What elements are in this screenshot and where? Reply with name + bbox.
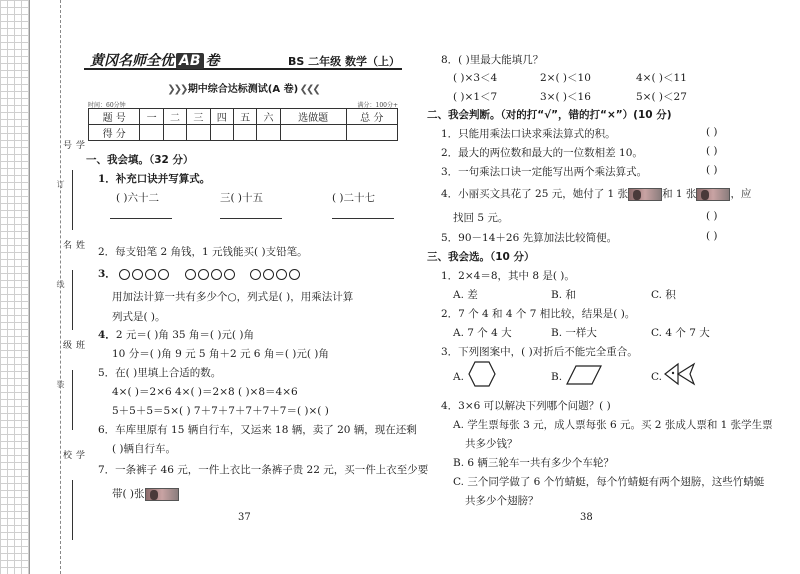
table-cell: 得 分 bbox=[89, 125, 140, 141]
choice-3[interactable]: 3．下列图案中，( )对折后不能完全重合。 bbox=[441, 346, 638, 358]
choice-option[interactable]: A. 差 bbox=[453, 289, 478, 301]
table-cell: 四 bbox=[210, 109, 233, 125]
choice-option[interactable]: C. 三个同学做了 6 个竹蜻蜓，每个竹蜻蜓有两个翅膀，这些竹蜻蜓 bbox=[453, 476, 765, 488]
table-cell: 总 分 bbox=[346, 109, 397, 125]
page-number: 37 bbox=[238, 512, 251, 523]
field-class-line bbox=[72, 370, 73, 430]
question-3-circles: 3． bbox=[98, 266, 302, 281]
judge-answer[interactable]: ( ) bbox=[706, 126, 718, 138]
time-limit: 时间：60分钟 bbox=[88, 102, 126, 109]
q8-item[interactable]: ( )×1＜7 bbox=[453, 91, 498, 103]
table-cell: 一 bbox=[140, 109, 163, 125]
table-cell: 五 bbox=[233, 109, 256, 125]
table-row bbox=[89, 109, 398, 125]
question-6-b[interactable]: ( )辆自行车。 bbox=[112, 443, 177, 455]
q8-item[interactable]: 3×( )＜16 bbox=[540, 91, 591, 103]
banknote-10-icon bbox=[696, 188, 730, 201]
section-heading: 三、我会选。（10 分） bbox=[427, 251, 535, 263]
table-cell: 选做题 bbox=[280, 109, 346, 125]
section-heading: 二、我会判断。（对的打“√”，错的打“×”）(10 分) bbox=[427, 109, 672, 121]
judge-5: 5．90－14＋26 先算加法比较简便。 bbox=[441, 232, 618, 244]
choice-option[interactable]: B. 6 辆三轮车一共有多少个车轮？ bbox=[453, 457, 614, 469]
total-score: 满分：100分+ bbox=[357, 102, 398, 109]
question-3-text-b[interactable]: 列式是( )。 bbox=[112, 311, 166, 323]
choice-option[interactable]: A. bbox=[453, 371, 464, 383]
field-student-id-line bbox=[72, 170, 73, 230]
question-2: 2．每支铅笔 2 角钱，1 元钱能买( )支铅笔。 bbox=[98, 246, 308, 258]
choice-option[interactable]: C. 4 个 7 大 bbox=[651, 327, 710, 339]
field-school-line bbox=[72, 480, 73, 540]
answer-line[interactable] bbox=[220, 210, 282, 222]
table-row bbox=[89, 125, 398, 141]
cut-mark: 订 bbox=[56, 180, 65, 188]
question-4-b[interactable]: 10 分＝( )角 9 元 5 角＋2 元 6 角＝( )元( )角 bbox=[112, 348, 329, 360]
q8-item[interactable]: 4×( )＜11 bbox=[636, 72, 687, 84]
header-bar bbox=[84, 50, 402, 70]
q8-item[interactable]: ( )×3＜4 bbox=[453, 72, 498, 84]
question-5: 5．在( )里填上合适的数。 bbox=[98, 367, 222, 379]
score-input[interactable] bbox=[233, 125, 256, 141]
score-input[interactable] bbox=[187, 125, 210, 141]
answer-line[interactable] bbox=[110, 210, 172, 222]
question-8: 8．( )里最大能填几？ bbox=[441, 54, 544, 66]
judge-1: 1．只能用乘法口诀求乘法算式的积。 bbox=[441, 128, 616, 140]
score-input[interactable] bbox=[346, 125, 397, 141]
parallelogram-shape bbox=[566, 365, 602, 385]
question-4-a[interactable]: 4．2 元＝( )角 35 角＝( )元( )角 bbox=[98, 329, 254, 341]
judge-answer[interactable]: ( ) bbox=[706, 164, 718, 176]
judge-answer[interactable]: ( ) bbox=[706, 145, 718, 157]
judge-answer[interactable]: ( ) bbox=[706, 230, 718, 242]
table-cell: 三 bbox=[187, 109, 210, 125]
choice-option[interactable]: C. 积 bbox=[651, 289, 676, 301]
choice-option[interactable]: B. 一样大 bbox=[551, 327, 597, 339]
hexagon-shape bbox=[468, 361, 496, 387]
field-name-label: 姓名 bbox=[61, 240, 84, 249]
question-5-a[interactable]: 4×( )＝2×6 4×( )＝2×8 ( )×8＝4×6 bbox=[112, 386, 298, 398]
question-1: 1．补充口诀并写算式。 bbox=[98, 173, 211, 185]
field-school-label: 学校 bbox=[61, 450, 84, 459]
brand-logo: 黄冈名师全优 AB 卷 bbox=[90, 53, 220, 69]
choice-option[interactable]: C. bbox=[651, 371, 662, 383]
subject-label: BS 二年级 数学（上） bbox=[288, 55, 400, 68]
choice-4[interactable]: 4．3×6 可以解决下列哪个问题？( ) bbox=[441, 400, 611, 412]
judge-4-b: 找回 5 元。 bbox=[453, 212, 509, 224]
choice-option[interactable]: A. 7 个 4 大 bbox=[453, 327, 512, 339]
q8-item[interactable]: 5×( )＜27 bbox=[636, 91, 687, 103]
score-input[interactable] bbox=[210, 125, 233, 141]
q1-item[interactable]: ( )二十七 bbox=[332, 192, 376, 204]
cut-mark: 线 bbox=[56, 280, 65, 288]
q8-item[interactable]: 2×( )＜10 bbox=[540, 72, 591, 84]
score-input[interactable] bbox=[280, 125, 346, 141]
field-class-label: 班级 bbox=[61, 340, 84, 349]
table-cell: 题 号 bbox=[89, 109, 140, 125]
judge-3: 3．一句乘法口诀一定能写出两个乘法算式。 bbox=[441, 166, 648, 178]
table-cell: 二 bbox=[163, 109, 186, 125]
question-7-b[interactable]: 带( )张 bbox=[112, 486, 179, 501]
q1-item[interactable]: 三( )十五 bbox=[220, 192, 264, 204]
choice-option-cont: 共多少钱？ bbox=[465, 438, 518, 450]
score-input[interactable] bbox=[257, 125, 280, 141]
fish-shape bbox=[664, 361, 696, 387]
field-student-id-label: 学号 bbox=[61, 140, 84, 149]
choice-option[interactable]: B. 和 bbox=[551, 289, 576, 301]
test-title: ❯❯❯ 期中综合达标测试(A 卷) ❮❮❮ bbox=[167, 84, 319, 95]
field-name-line bbox=[72, 270, 73, 330]
choice-2[interactable]: 2．7 个 4 和 4 个 7 相比较，结果是( )。 bbox=[441, 308, 636, 320]
question-3-text-a[interactable]: 用加法计算一共有多少个○，列式是( )，用乘法计算 bbox=[112, 291, 354, 303]
page-number: 38 bbox=[580, 512, 593, 523]
score-input[interactable] bbox=[163, 125, 186, 141]
grid-margin bbox=[0, 0, 30, 574]
table-cell: 六 bbox=[257, 109, 280, 125]
answer-line[interactable] bbox=[332, 210, 394, 222]
question-7-a: 7．一条裤子 46 元，一件上衣比一条裤子贵 22 元，买一件上衣至少要 bbox=[98, 464, 429, 476]
banknote-20-icon bbox=[628, 188, 662, 201]
score-input[interactable] bbox=[140, 125, 163, 141]
banknote-100-icon bbox=[145, 488, 179, 501]
judge-answer[interactable]: ( ) bbox=[706, 210, 718, 222]
q1-item[interactable]: ( )六十二 bbox=[116, 192, 160, 204]
cut-mark: 装 bbox=[56, 380, 65, 388]
choice-1[interactable]: 1．2×4＝8，其中 8 是( )。 bbox=[441, 270, 575, 282]
question-5-b[interactable]: 5＋5＋5＝5×( ) 7＋7＋7＋7＋7＋7＝( )×( ) bbox=[112, 405, 329, 417]
choice-option-cont: 共多少个翅膀？ bbox=[465, 495, 539, 507]
choice-option[interactable]: A. 学生票每张 3 元，成人票每张 6 元。买 2 张成人票和 1 张学生票 bbox=[453, 419, 773, 431]
judge-2: 2．最大的两位数和最大的一位数相差 10。 bbox=[441, 147, 643, 159]
section-heading: 一、我会填。（32 分） bbox=[86, 154, 194, 166]
score-table bbox=[88, 108, 398, 141]
question-6-a: 6．车库里原有 15 辆自行车，又运来 18 辆，卖了 20 辆，现在还剩 bbox=[98, 424, 417, 436]
judge-4-a: 4．小丽买文具花了 25 元，她付了 1 张 和 1 张 ，应 bbox=[441, 188, 752, 200]
choice-option[interactable]: B. bbox=[551, 371, 563, 383]
